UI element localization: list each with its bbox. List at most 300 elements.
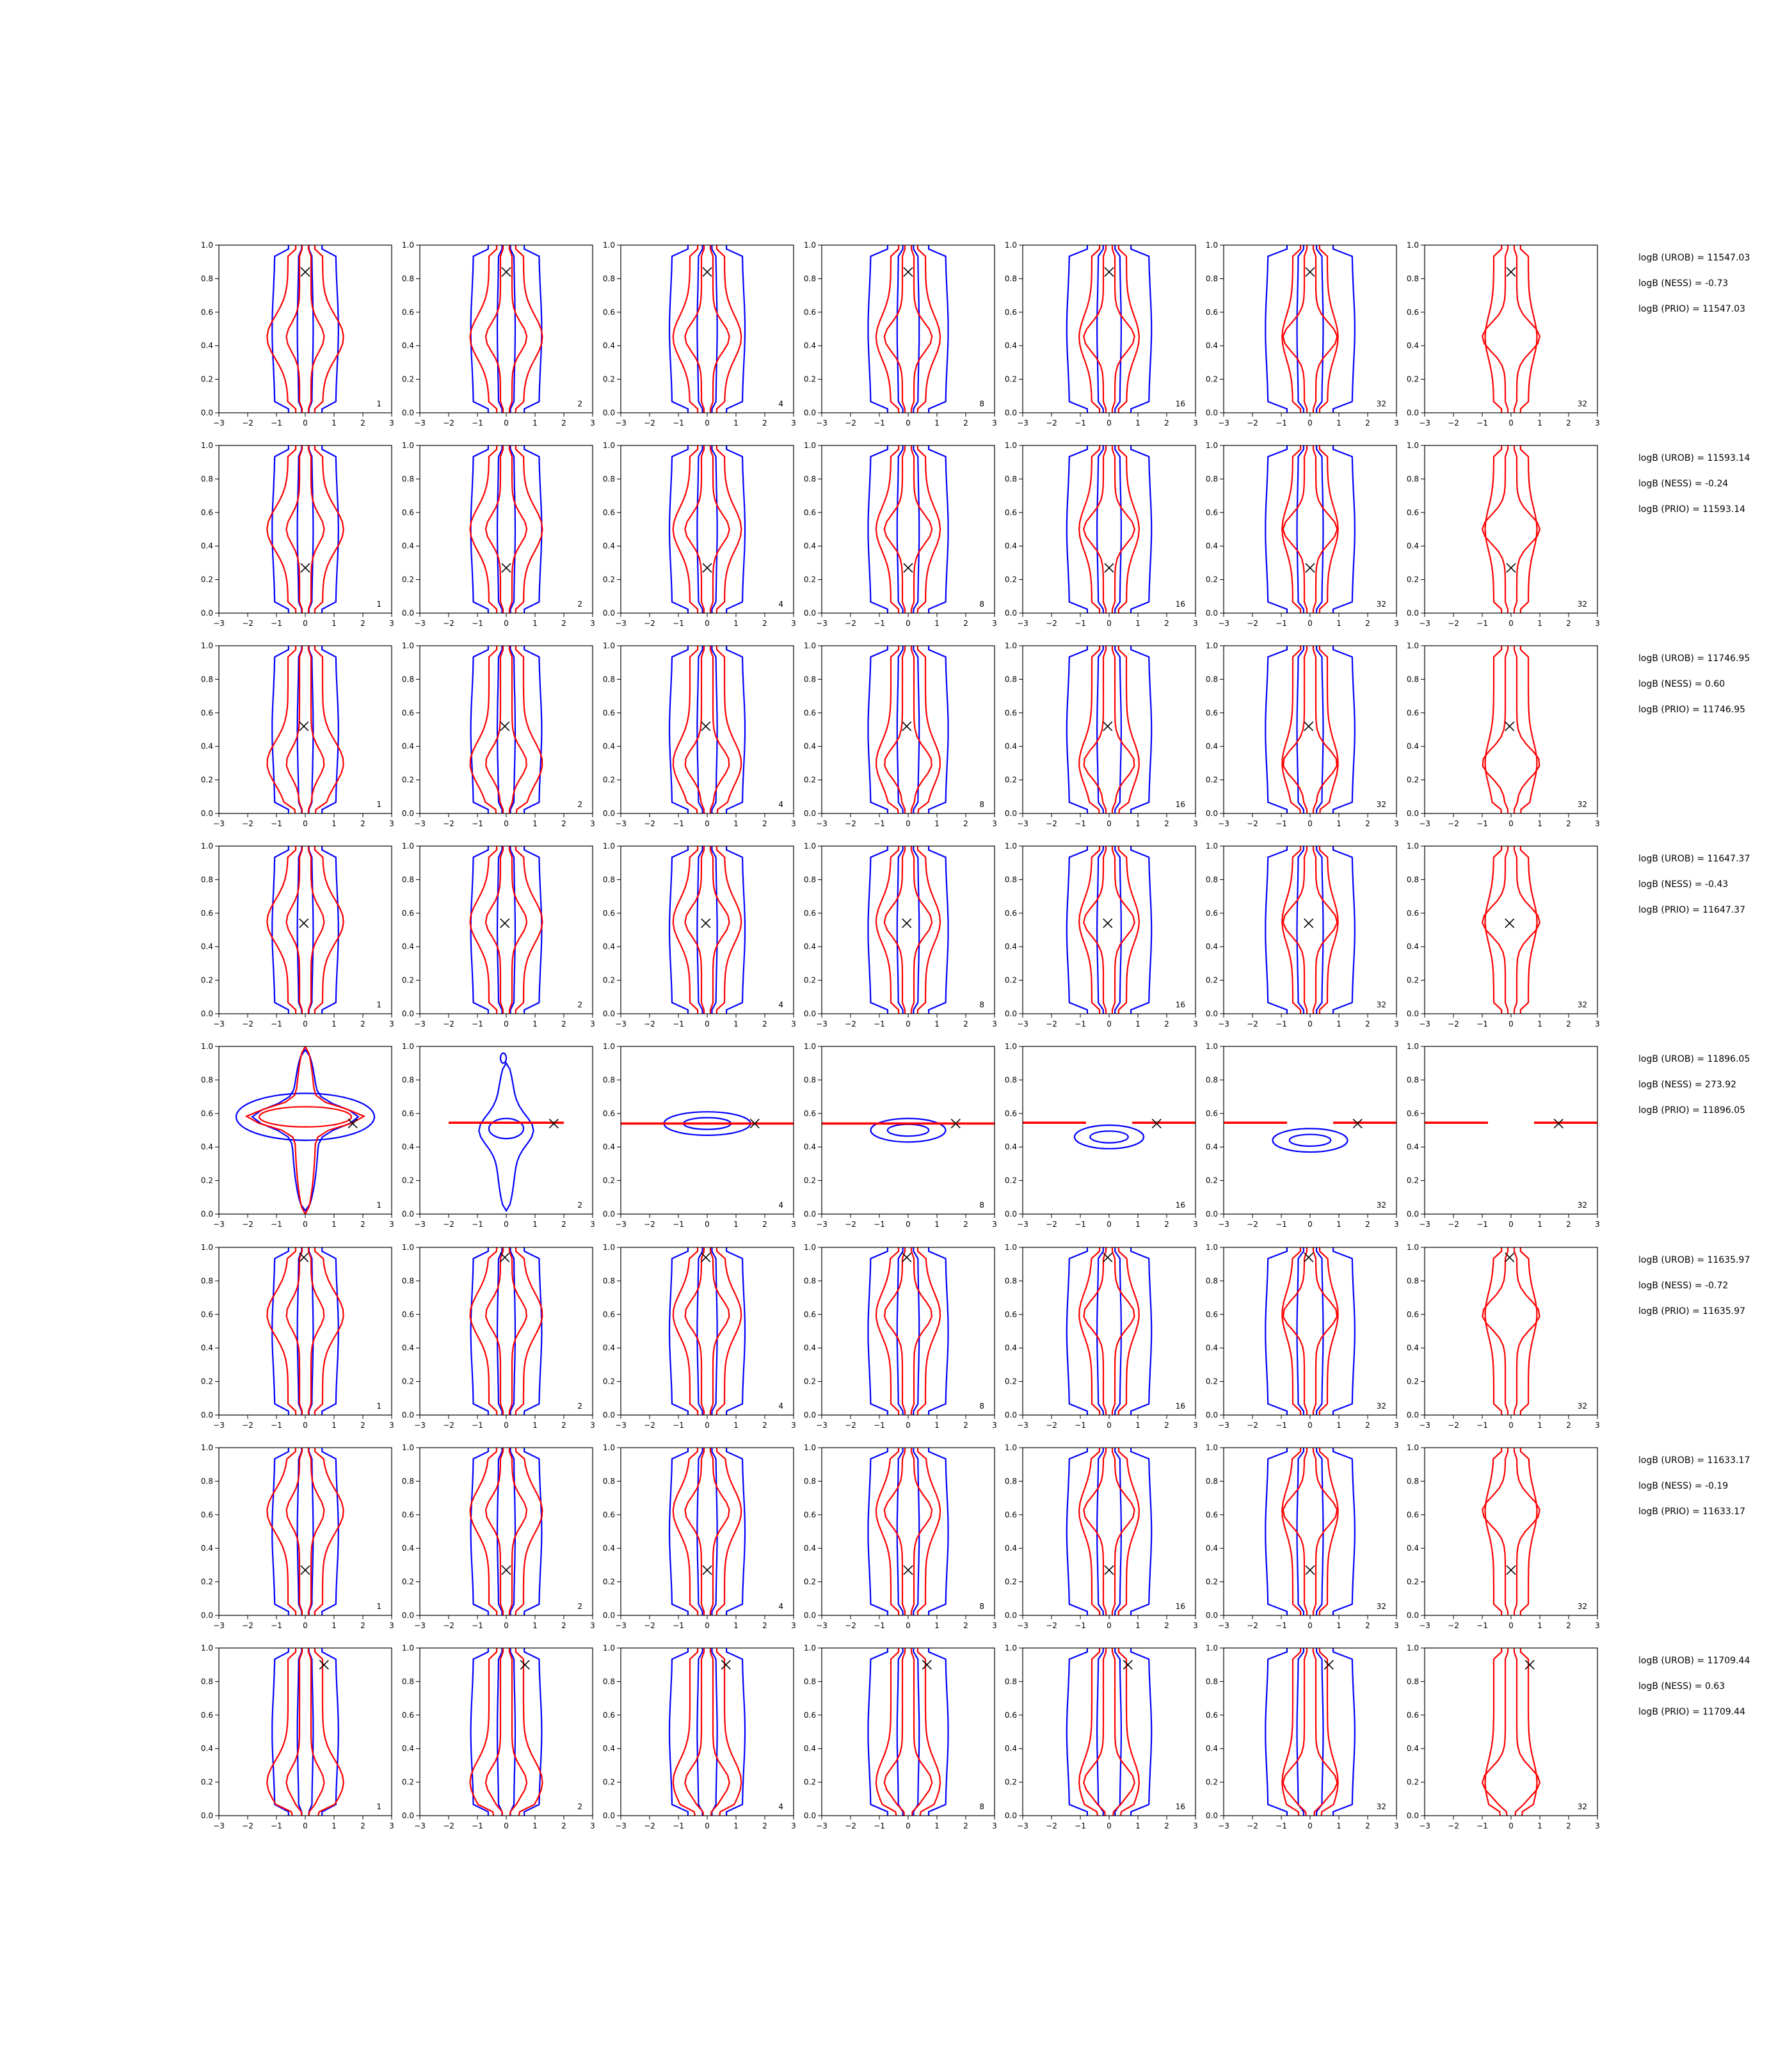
y-tick-label: 1.0: [200, 1042, 213, 1051]
x-tick-label: 0: [705, 819, 710, 828]
row-7-stat-1: logB (UROB) = 11633.17: [1638, 1455, 1750, 1466]
x-tick-label: 1: [934, 419, 940, 428]
x-tick-label: 0: [303, 1020, 308, 1028]
x-tick-label: −2: [443, 1220, 454, 1229]
x-tick-label: 2: [1566, 1621, 1571, 1630]
x-tick-label: −3: [615, 1821, 627, 1830]
plot-area: [1482, 1645, 1540, 1819]
y-tick-label: 0.0: [803, 408, 816, 417]
y-tick-label: 0.4: [1205, 1343, 1218, 1353]
contour-line-red: [1482, 1244, 1539, 1418]
x-tick-label: 2: [360, 819, 365, 828]
location-marker: [1103, 919, 1112, 928]
panel-label: 8: [979, 800, 984, 809]
contour-line-red: [1282, 242, 1338, 416]
y-tick-label: 0.0: [602, 1811, 615, 1820]
y-tick-label: 0.6: [200, 908, 213, 918]
x-tick-label: 0: [303, 1421, 308, 1430]
contour-line-blue: [1297, 242, 1324, 416]
x-tick-label: −3: [1017, 1821, 1028, 1830]
x-tick-label: 2: [1164, 1821, 1169, 1830]
y-tick-label: 0.2: [1406, 1777, 1419, 1787]
x-tick-label: −2: [1046, 1621, 1057, 1630]
x-tick-label: 1: [532, 1020, 538, 1028]
x-tick-label: 2: [963, 419, 968, 428]
plot-area: [669, 242, 745, 416]
x-tick-label: −1: [874, 1220, 885, 1229]
contour-line-blue: [471, 1244, 542, 1418]
y-tick-label: 0.4: [200, 1544, 213, 1553]
y-tick-label: 0.8: [1406, 1276, 1419, 1286]
y-tick-label: 0.8: [803, 675, 816, 684]
panel-label: 32: [1376, 1000, 1386, 1009]
contour-line-blue: [897, 843, 919, 1017]
panel-label: 16: [1175, 1402, 1185, 1411]
y-tick-label: 0.4: [803, 341, 816, 351]
y-tick-label: 0.2: [1406, 575, 1419, 584]
x-tick-label: −2: [242, 1020, 253, 1028]
x-tick-label: 0: [1107, 1821, 1112, 1830]
location-marker: [502, 268, 511, 276]
row-3-stat-2: logB (NESS) = 0.60: [1638, 679, 1725, 689]
x-tick-label: −3: [615, 1220, 627, 1229]
y-tick-label: 0.6: [401, 1108, 414, 1118]
location-marker: [1123, 1660, 1132, 1669]
plot-area: [621, 1112, 794, 1135]
plot-area: [1265, 1645, 1355, 1819]
contour-line-red: [287, 643, 324, 817]
x-tick-label: 1: [934, 1621, 940, 1630]
x-tick-label: −3: [213, 1020, 225, 1028]
x-tick-label: 0: [1308, 1220, 1313, 1229]
y-tick-label: 1.0: [401, 1644, 414, 1652]
y-tick-label: 0.0: [1004, 1210, 1017, 1219]
y-tick-label: 0.4: [200, 1142, 213, 1152]
x-tick-label: −3: [213, 819, 225, 828]
panel-label: 16: [1175, 1000, 1185, 1009]
x-tick-label: −2: [644, 1020, 655, 1028]
y-tick-label: 1.0: [401, 1042, 414, 1051]
y-tick-label: 0.2: [1205, 1176, 1218, 1185]
y-tick-label: 0.6: [1406, 1510, 1419, 1519]
axes-frame: [219, 1247, 392, 1415]
y-tick-label: 0.8: [1004, 875, 1017, 884]
y-tick-label: 0.6: [1406, 1108, 1419, 1118]
plot-area: [669, 843, 745, 1017]
x-tick-label: −3: [1218, 1020, 1229, 1028]
x-tick-label: 3: [992, 1621, 997, 1630]
x-tick-label: −2: [644, 419, 655, 428]
x-tick-label: 3: [992, 1220, 997, 1229]
y-tick-label: 0.0: [1205, 1611, 1218, 1620]
y-tick-label: 0.4: [1406, 1343, 1419, 1353]
x-tick-label: 3: [1394, 1220, 1399, 1229]
contour-line-blue: [272, 1645, 339, 1819]
x-tick-label: −1: [1075, 419, 1086, 428]
x-tick-label: −3: [1419, 1621, 1430, 1630]
plot-area: [868, 1444, 948, 1619]
x-tick-label: −1: [1075, 1421, 1086, 1430]
y-tick-label: 0.2: [803, 374, 816, 384]
row-4-stat-3: logB (PRIO) = 11647.37: [1638, 905, 1746, 915]
x-tick-label: 3: [389, 1821, 394, 1830]
contour-line-red: [673, 643, 741, 817]
y-tick-label: 0.4: [1205, 742, 1218, 751]
y-tick-label: 0.4: [1406, 1544, 1419, 1553]
y-tick-label: 0.8: [401, 1476, 414, 1486]
y-tick-label: 0.0: [401, 1611, 414, 1620]
y-tick-label: 0.4: [401, 541, 414, 551]
x-tick-label: 3: [1394, 819, 1399, 828]
y-tick-label: 0.6: [803, 508, 816, 517]
x-tick-label: 1: [1537, 419, 1542, 428]
x-tick-label: −1: [472, 1621, 483, 1630]
x-tick-label: 1: [1537, 1621, 1542, 1630]
axes-frame: [822, 245, 995, 413]
subplot-r4-c6: [1206, 842, 1399, 1028]
x-tick-label: 0: [906, 819, 911, 828]
contour-line-red: [486, 1645, 527, 1819]
subplot-r5-c7: [1407, 1042, 1600, 1229]
y-tick-label: 1.0: [1205, 1644, 1218, 1652]
panel-label: 32: [1376, 1402, 1386, 1411]
axes-frame: [219, 1648, 392, 1816]
y-tick-label: 1.0: [1406, 241, 1419, 250]
panel-label: 16: [1175, 600, 1185, 609]
x-tick-label: −1: [472, 419, 483, 428]
contour-line-red: [673, 1244, 741, 1418]
contour-line-red: [685, 442, 729, 616]
y-tick-label: 0.4: [200, 1744, 213, 1754]
x-tick-label: 1: [332, 1621, 337, 1630]
y-tick-label: 0.6: [602, 1309, 615, 1319]
row-3-stat-1: logB (UROB) = 11746.95: [1638, 653, 1750, 664]
contour-line-red: [673, 843, 742, 1017]
y-tick-label: 0.4: [200, 341, 213, 351]
contour-line-blue: [1067, 1444, 1151, 1619]
x-tick-label: 1: [1336, 419, 1341, 428]
y-tick-label: 0.6: [1004, 908, 1017, 918]
x-tick-label: 1: [1537, 1821, 1542, 1830]
y-tick-label: 0.2: [1406, 1377, 1419, 1386]
x-tick-label: 3: [590, 1020, 595, 1028]
y-tick-label: 1.0: [200, 441, 213, 450]
axes-frame: [420, 445, 593, 613]
y-tick-label: 0.4: [1004, 341, 1017, 351]
y-tick-label: 0.2: [1004, 575, 1017, 584]
plot-area: [267, 442, 344, 616]
panel-label: 4: [778, 1802, 783, 1811]
x-tick-label: −1: [1276, 619, 1287, 628]
contour-line-red: [267, 1444, 343, 1619]
x-tick-label: −2: [1247, 1421, 1258, 1430]
y-tick-label: 0.6: [1406, 708, 1419, 717]
x-tick-label: −3: [615, 1621, 627, 1630]
y-tick-label: 0.8: [1004, 274, 1017, 284]
y-tick-label: 0.2: [803, 775, 816, 785]
x-tick-label: −1: [1476, 419, 1488, 428]
y-tick-label: 0.4: [602, 541, 615, 551]
plot-area: [449, 1053, 564, 1210]
contour-line-red: [246, 1046, 364, 1214]
panel-label: 4: [778, 1402, 783, 1411]
x-tick-label: 1: [733, 419, 739, 428]
x-tick-label: −1: [472, 1821, 483, 1830]
subplot-r8-c5: [1005, 1644, 1198, 1830]
x-tick-label: −1: [1476, 1821, 1488, 1830]
x-tick-label: −2: [845, 1821, 856, 1830]
x-tick-label: −2: [242, 1821, 253, 1830]
contour-line-red: [287, 1244, 324, 1418]
contour-line-blue: [697, 1444, 717, 1619]
location-marker: [1306, 1565, 1315, 1574]
location-marker: [1304, 919, 1313, 928]
y-tick-label: 1.0: [803, 1042, 816, 1051]
panel-label: 8: [979, 600, 984, 609]
y-tick-label: 0.4: [401, 1343, 414, 1353]
y-tick-label: 0.2: [200, 975, 213, 985]
subplot-r6-c1: [201, 1243, 394, 1430]
subplot-r3-c1: [201, 641, 394, 828]
location-marker: [1505, 1253, 1514, 1262]
x-tick-label: −1: [1276, 1421, 1287, 1430]
x-tick-label: 3: [590, 419, 595, 428]
x-tick-label: 2: [963, 1020, 968, 1028]
subplot-r3-c4: [804, 641, 997, 828]
plot-area: [1482, 1244, 1539, 1418]
y-tick-label: 0.4: [602, 1744, 615, 1754]
y-tick-label: 0.8: [200, 474, 213, 484]
x-tick-label: 2: [360, 1421, 365, 1430]
x-tick-label: 2: [360, 619, 365, 628]
y-tick-label: 0.8: [803, 1276, 816, 1286]
y-tick-label: 0.8: [1205, 675, 1218, 684]
x-tick-label: −2: [242, 619, 253, 628]
x-tick-label: 3: [1595, 619, 1600, 628]
y-tick-label: 0.2: [1406, 374, 1419, 384]
axes-frame: [1224, 1648, 1396, 1816]
contour-line-red: [1282, 843, 1338, 1017]
contour-line-red: [287, 242, 324, 416]
y-tick-label: 0.2: [401, 1777, 414, 1787]
plot-area: [868, 1244, 948, 1418]
y-tick-label: 0.4: [1004, 742, 1017, 751]
contour-line-blue: [1265, 1645, 1355, 1819]
location-marker: [904, 268, 913, 276]
x-tick-label: 3: [1394, 419, 1399, 428]
x-tick-label: 0: [1508, 1621, 1514, 1630]
y-tick-label: 0.2: [200, 1377, 213, 1386]
contour-line-blue: [1297, 843, 1324, 1017]
contour-line-red: [486, 1444, 527, 1619]
plot-area: [1265, 1244, 1355, 1418]
contour-line-red: [1485, 843, 1537, 1017]
plot-area: [470, 242, 543, 416]
x-tick-label: 1: [332, 1220, 337, 1229]
subplot-r4-c3: [603, 842, 796, 1028]
y-tick-label: 0.8: [1205, 1677, 1218, 1686]
y-tick-label: 0.4: [1004, 1744, 1017, 1754]
subplot-r2-c1: [201, 441, 394, 628]
y-tick-label: 0.6: [1406, 508, 1419, 517]
contour-line-blue: [252, 1050, 358, 1211]
contour-line-red: [470, 843, 543, 1017]
x-tick-label: 3: [389, 1621, 394, 1630]
x-tick-label: −3: [1017, 619, 1028, 628]
x-tick-label: 1: [1135, 1821, 1140, 1830]
x-tick-label: 3: [791, 619, 796, 628]
x-tick-label: −2: [443, 1621, 454, 1630]
y-tick-label: 0.2: [602, 1176, 615, 1185]
y-tick-label: 0.4: [401, 1142, 414, 1152]
x-tick-label: 3: [1193, 1421, 1198, 1430]
x-tick-label: 3: [791, 1220, 796, 1229]
subplot-r5-c5: [1005, 1042, 1198, 1229]
location-marker: [1304, 722, 1313, 731]
plot-area: [470, 1444, 543, 1619]
x-tick-label: −1: [271, 1621, 282, 1630]
y-tick-label: 0.0: [803, 1009, 816, 1018]
y-tick-label: 1.0: [602, 842, 615, 851]
y-tick-label: 0.2: [401, 1377, 414, 1386]
row-3-stat-3: logB (PRIO) = 11746.95: [1638, 705, 1746, 715]
x-tick-label: 1: [934, 1421, 940, 1430]
location-marker: [902, 722, 911, 731]
x-tick-label: 1: [532, 1621, 538, 1630]
subplot-r6-c5: [1005, 1243, 1198, 1430]
x-tick-label: 1: [934, 1020, 940, 1028]
y-tick-label: 0.6: [1205, 307, 1218, 317]
y-tick-label: 0.8: [1406, 1677, 1419, 1686]
contour-line-red: [1282, 643, 1338, 817]
x-tick-label: 1: [332, 819, 337, 828]
x-tick-label: 0: [705, 1020, 710, 1028]
x-tick-label: −2: [644, 1421, 655, 1430]
panel-label: 2: [577, 1402, 582, 1411]
x-tick-label: 0: [1308, 1821, 1313, 1830]
x-tick-label: 0: [1308, 1421, 1313, 1430]
panel-label: 4: [778, 800, 783, 809]
y-tick-label: 0.0: [1205, 1811, 1218, 1820]
y-tick-label: 0.0: [602, 408, 615, 417]
x-tick-label: 1: [532, 1220, 538, 1229]
x-tick-label: −2: [644, 619, 655, 628]
plot-area: [822, 1119, 995, 1142]
contour-line-blue: [897, 643, 919, 817]
y-tick-label: 0.8: [803, 875, 816, 884]
axes-frame: [822, 846, 995, 1014]
y-tick-label: 0.8: [200, 1276, 213, 1286]
location-marker: [300, 1253, 308, 1262]
axes-frame: [1224, 1448, 1396, 1615]
x-tick-label: −1: [271, 819, 282, 828]
plot-area: [669, 1244, 745, 1418]
axes-frame: [420, 1046, 593, 1214]
plot-area: [1224, 1123, 1396, 1152]
subplot-r8-c1: [201, 1644, 394, 1830]
contour-line-blue: [1090, 1131, 1128, 1142]
row-2-stat-2: logB (NESS) = -0.24: [1638, 479, 1729, 489]
location-marker: [1507, 563, 1516, 572]
axes-frame: [621, 846, 794, 1014]
x-tick-label: 1: [1336, 1821, 1341, 1830]
y-tick-label: 1.0: [1406, 842, 1419, 851]
x-tick-label: −3: [816, 619, 828, 628]
plot-area: [1265, 442, 1355, 616]
x-tick-label: −2: [1448, 1220, 1459, 1229]
x-tick-label: −3: [414, 1621, 426, 1630]
axes-frame: [822, 646, 995, 813]
panel-label: 32: [1376, 1802, 1386, 1811]
y-tick-label: 0.2: [602, 575, 615, 584]
y-tick-label: 0.4: [803, 541, 816, 551]
y-tick-label: 1.0: [602, 241, 615, 250]
y-tick-label: 0.6: [803, 708, 816, 717]
y-tick-label: 0.0: [1406, 1009, 1419, 1018]
y-tick-label: 0.8: [803, 1476, 816, 1486]
x-tick-label: 2: [963, 1421, 968, 1430]
panel-label: 2: [577, 1602, 582, 1611]
y-tick-label: 0.0: [1205, 609, 1218, 618]
y-tick-label: 0.6: [1004, 1309, 1017, 1319]
x-tick-label: 3: [1193, 1821, 1198, 1830]
x-tick-label: 3: [1193, 1220, 1198, 1229]
axes-frame: [822, 1648, 995, 1816]
y-tick-label: 0.4: [803, 942, 816, 952]
y-tick-label: 1.0: [602, 1042, 615, 1051]
x-tick-label: 1: [532, 619, 538, 628]
x-tick-label: −2: [242, 419, 253, 428]
y-tick-label: 1.0: [602, 641, 615, 650]
x-tick-label: −3: [414, 419, 426, 428]
contour-line-blue: [868, 643, 948, 817]
subplot-r2-c2: [402, 441, 595, 628]
axes-frame: [420, 1648, 593, 1816]
x-tick-label: −3: [213, 619, 225, 628]
y-tick-label: 0.2: [1205, 975, 1218, 985]
axes-frame: [1224, 445, 1396, 613]
x-tick-label: 2: [1566, 1020, 1571, 1028]
x-tick-label: 0: [1308, 1621, 1313, 1630]
x-tick-label: 2: [1365, 419, 1370, 428]
y-tick-label: 0.0: [602, 1009, 615, 1018]
y-tick-label: 0.8: [803, 1677, 816, 1686]
panel-label: 16: [1175, 1602, 1185, 1611]
subplot-r7-c7: [1407, 1443, 1600, 1630]
location-marker: [1507, 268, 1516, 276]
x-tick-label: 3: [1394, 1020, 1399, 1028]
y-tick-label: 0.6: [803, 1710, 816, 1720]
panel-label: 8: [979, 1602, 984, 1611]
contour-line-red: [267, 843, 343, 1017]
contour-line-blue: [697, 843, 717, 1017]
y-tick-label: 0.6: [803, 1309, 816, 1319]
contour-line-blue: [669, 643, 745, 817]
contour-line-red: [1482, 242, 1540, 416]
x-tick-label: 0: [1308, 419, 1313, 428]
x-tick-label: 3: [992, 1020, 997, 1028]
axes-frame: [1023, 1448, 1196, 1615]
x-tick-label: 1: [1537, 1220, 1542, 1229]
contour-line-red: [1282, 1244, 1338, 1418]
plot-area: [1067, 1244, 1151, 1418]
subplot-r7-c5: [1005, 1443, 1198, 1630]
location-marker: [703, 268, 712, 276]
x-tick-label: 1: [1135, 819, 1140, 828]
axes-frame: [420, 245, 593, 413]
x-tick-label: 2: [1365, 1220, 1370, 1229]
y-tick-label: 0.6: [602, 1510, 615, 1519]
